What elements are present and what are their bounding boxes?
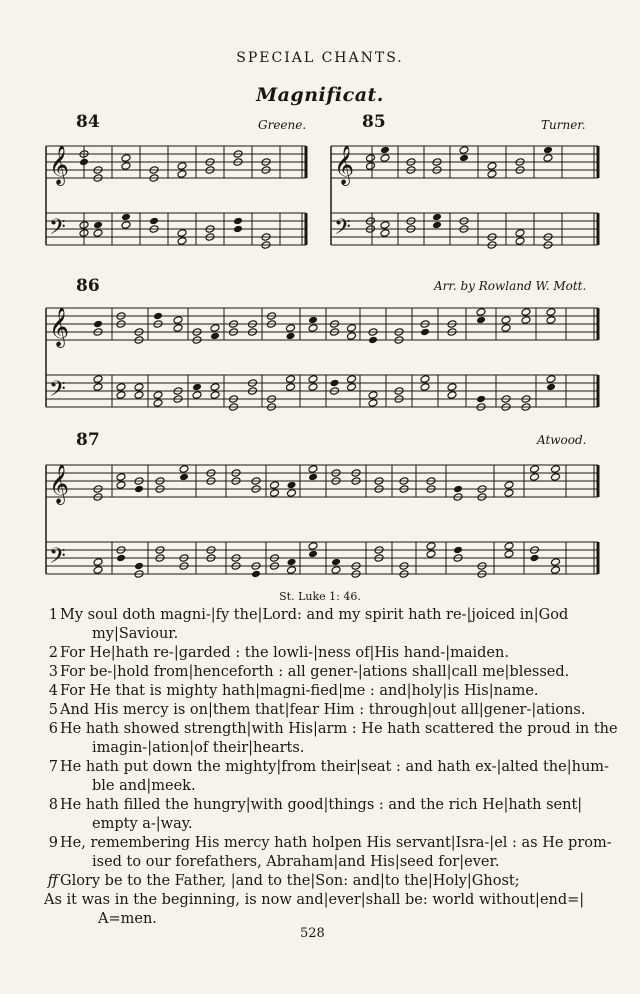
verse-continuation: empty a-|way. [92, 816, 193, 832]
chant-85-composer: Turner. [541, 118, 586, 132]
verse-line [48, 644, 600, 663]
svg-text:𝄢: 𝄢 [49, 377, 66, 407]
verse-number: ff [47, 873, 58, 889]
verse-number: 5 [48, 702, 58, 718]
verse-line [48, 796, 600, 815]
page-number: 528 [300, 926, 325, 941]
verse-text: For He that is mighty hath|magni-fied|me : and|holy|is His|name. [60, 683, 539, 699]
verse-text: For He|hath re-|garded : the lowli-|ness of|His hand-|maiden. [60, 645, 509, 661]
chant-87-number: 87 [76, 430, 100, 450]
verse-number: 8 [48, 797, 58, 813]
verse-number: 6 [48, 721, 58, 737]
verse-line [48, 682, 600, 701]
verse-line [48, 720, 618, 739]
verse-text: He hath put down the mighty|from their|seat : and hath ex-|alted the|hum- [60, 759, 609, 775]
verse-text: My soul doth magni-|fy the|Lord: and my spirit hath re-|joiced in|God [60, 607, 569, 623]
verse-line [48, 758, 609, 777]
svg-text:𝄢: 𝄢 [49, 215, 66, 245]
verse-number: 2 [48, 645, 58, 661]
verse-continuation: A=men. [98, 911, 157, 927]
verse-number: 4 [48, 683, 58, 699]
verse-number: 1 [48, 607, 58, 623]
verse-text: As it was in the beginning, is now and|ever|shall be: world without|end=| [44, 892, 585, 908]
verse-continuation: imagin-|ation|of their|hearts. [92, 740, 305, 756]
svg-text:𝄢: 𝄢 [334, 215, 351, 245]
svg-text:𝄞: 𝄞 [49, 464, 70, 504]
verse-text: And His mercy is on|them that|fear Him : through|out all|gener-|ations. [60, 702, 586, 718]
page-title: Magnificat. [256, 84, 384, 106]
verse-text: Glory be to the Father, |and to the|Son: and|to the|Holy|Ghost; [60, 873, 520, 889]
verse-line [48, 834, 612, 853]
chant-87-composer: Atwood. [537, 433, 587, 447]
svg-text:𝄞: 𝄞 [49, 145, 70, 185]
verse-continuation: ised to our forefathers, Abraham|and His|seed for|ever. [92, 854, 500, 870]
svg-text:𝄢: 𝄢 [49, 544, 66, 574]
verse-text: He, remembering His mercy hath holpen His servant|Isra-|el : as He prom- [60, 835, 612, 851]
verse-continuation: ble and|meek. [92, 778, 196, 794]
verse-text: He hath showed strength|with His|arm : He hath scattered the proud in the [60, 721, 618, 737]
svg-text:𝄞: 𝄞 [334, 145, 355, 185]
verse-line [48, 606, 600, 625]
verse-text: For be-|hold from|henceforth : all gener-|ations shall|call me|blessed. [60, 664, 570, 680]
verse-text: He hath filled the hungry|with good|things : and the rich He|hath sent| [60, 797, 583, 813]
verse-line [44, 891, 584, 910]
verse-line [48, 663, 600, 682]
page-header: SPECIAL CHANTS. [236, 50, 404, 66]
chant-84-number: 84 [76, 112, 100, 132]
chant-84-composer: Greene. [258, 118, 307, 132]
verse-number: 3 [48, 664, 58, 680]
verse-number: 9 [48, 835, 58, 851]
verse-line [48, 701, 600, 720]
chant-86-composer: Arr. by Rowland W. Mott. [434, 279, 587, 293]
verse-continuation: my|Saviour. [92, 626, 179, 642]
chant-85-number: 85 [362, 112, 386, 132]
scripture-reference: St. Luke 1: 46. [279, 590, 361, 603]
chant-86-number: 86 [76, 276, 100, 296]
verse-line [47, 872, 600, 891]
svg-text:𝄞: 𝄞 [49, 307, 70, 347]
verse-number: 7 [48, 759, 58, 775]
